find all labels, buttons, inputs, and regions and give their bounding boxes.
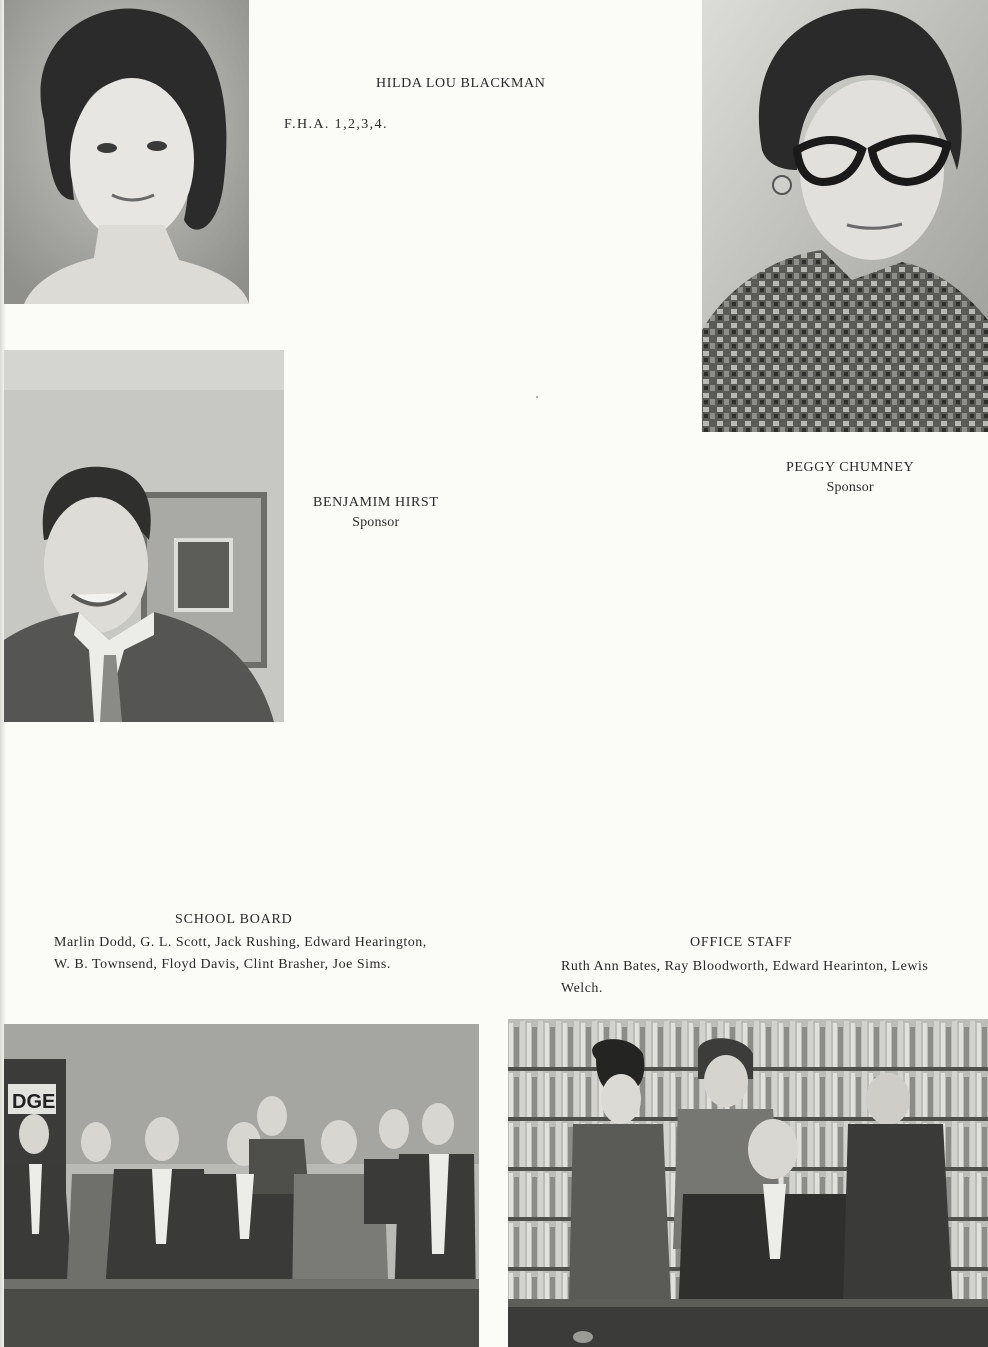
portrait-role-chumney: Sponsor [826, 480, 874, 495]
portrait-photo-chumney [702, 0, 988, 432]
portrait-role-hirst: Sponsor [352, 515, 400, 530]
portrait-detail-blackman: F.H.A. 1,2,3,4. [284, 117, 388, 132]
school-board-names: Marlin Dodd, G. L. Scott, Jack Rushing, Edward Hearington, W. B. Townsend, Floyd Davis, Clint Brasher, Joe Sims. [54, 935, 427, 972]
office-staff-names: Ruth Ann Bates, Ray Bloodworth, Edward Hearinton, Lewis Welch. [561, 959, 929, 996]
office-staff-title: OFFICE STAFF [690, 935, 793, 950]
portrait-photo-blackman [4, 0, 249, 304]
door-sign-text: DGE [12, 1091, 56, 1113]
office-staff-photo [508, 1019, 988, 1347]
portrait-name-hirst: BENJAMIM HIRST [313, 495, 439, 510]
portrait-caption-hirst [313, 493, 438, 533]
portrait-name-chumney: PEGGY CHUMNEY [786, 460, 915, 475]
school-board-title: SCHOOL BOARD [175, 912, 293, 927]
portrait-name-blackman: HILDA LOU BLACKMAN [376, 76, 546, 91]
portrait-caption-chumney [786, 458, 914, 498]
school-board-photo [4, 1024, 479, 1347]
portrait-photo-hirst [4, 350, 284, 722]
print-speck [536, 396, 538, 398]
